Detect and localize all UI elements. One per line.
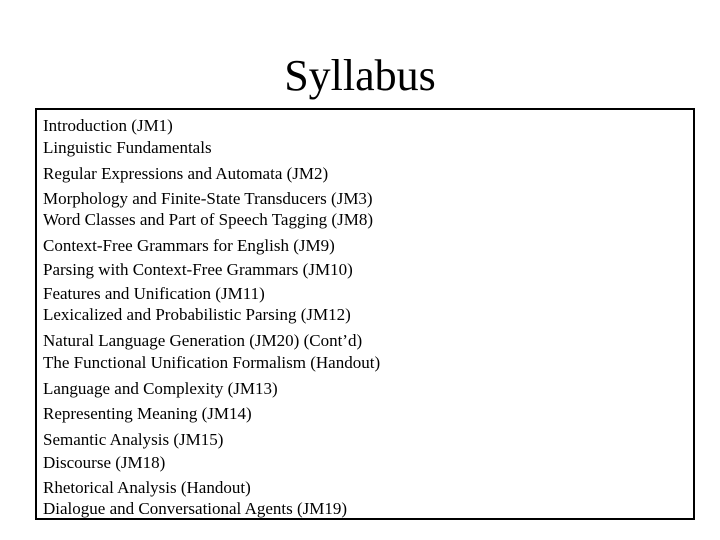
syllabus-item: Parsing with Context-Free Grammars (JM10) [43, 260, 353, 279]
syllabus-item: Word Classes and Part of Speech Tagging (JM8) [43, 210, 373, 229]
syllabus-item: Discourse (JM18) [43, 453, 166, 472]
syllabus-item: The Functional Unification Formalism (Handout) [43, 353, 381, 372]
syllabus-item: Rhetorical Analysis (Handout) [43, 478, 251, 497]
syllabus-item: Introduction (JM1) [43, 116, 173, 135]
syllabus-item: Linguistic Fundamentals [43, 138, 212, 157]
syllabus-item: Context-Free Grammars for English (JM9) [43, 236, 335, 255]
syllabus-item: Regular Expressions and Automata (JM2) [43, 164, 329, 183]
syllabus-item: Dialogue and Conversational Agents (JM19) [43, 499, 348, 518]
syllabus-item: Natural Language Generation (JM20) (Cont’d) [43, 331, 363, 350]
syllabus-box [35, 108, 695, 520]
syllabus-item: Features and Unification (JM11) [43, 284, 265, 303]
syllabus-item: Morphology and Finite-State Transducers (JM3) [43, 189, 373, 208]
syllabus-item: Representing Meaning (JM14) [43, 404, 252, 423]
syllabus-item: Lexicalized and Probabilistic Parsing (JM12) [43, 305, 351, 324]
syllabus-item: Language and Complexity (JM13) [43, 379, 278, 398]
slide-title: Syllabus [284, 51, 436, 100]
syllabus-item: Semantic Analysis (JM15) [43, 430, 224, 449]
